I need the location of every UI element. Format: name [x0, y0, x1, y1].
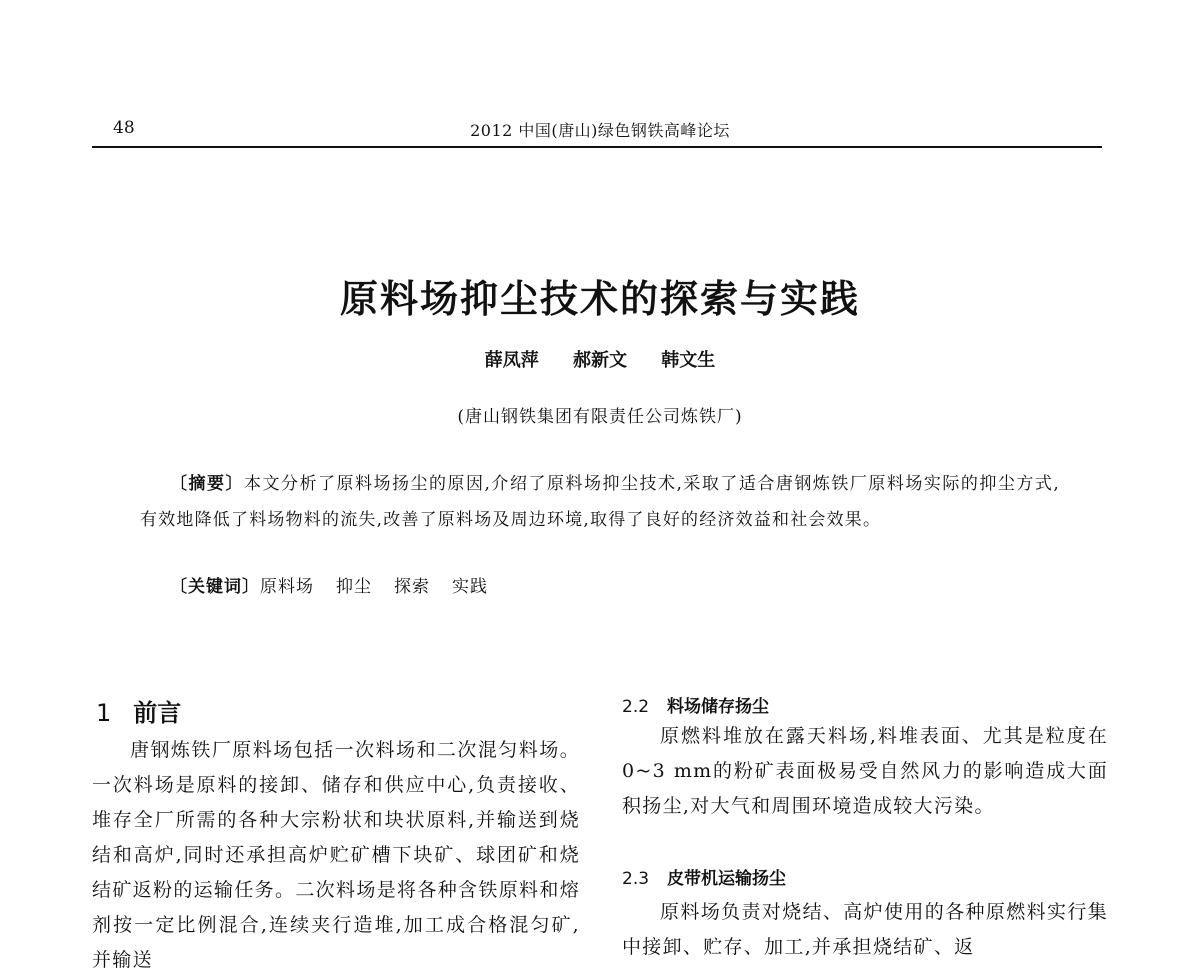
keyword: 抑尘 [336, 577, 372, 597]
keywords [170, 572, 510, 597]
keyword: 原料场 [260, 577, 314, 597]
author-name: 郝新文 [573, 350, 627, 371]
affiliation: (唐山钢铁集团有限责任公司炼铁厂) [457, 407, 743, 427]
running-header: 2012 中国(唐山)绿色钢铁高峰论坛 [470, 121, 730, 140]
author-name: 薛凤萍 [484, 350, 539, 371]
section-2-2-heading [622, 692, 769, 717]
keyword: 实践 [452, 577, 488, 597]
section-2-3-heading [622, 864, 786, 889]
paragraph: 原燃料堆放在露天料场,料堆表面、尤其是粒度在0~3 mm的粉矿表面极易受自然风力的影响造成大面积扬尘,对大气和周围环境造成较大污染。 [622, 725, 1108, 817]
abstract [140, 466, 1060, 538]
section-1-heading [96, 693, 181, 728]
paper-title: 原料场抑尘技术的探索与实践 [339, 277, 860, 321]
paragraph: 唐钢炼铁厂原料场包括一次料场和二次混匀料场。一次料场是原料的接卸、储存和供应中心,负责接收、堆存全厂所需的各种大宗粉状和块状原料,并输送到烧结和高炉,同时还承担高炉贮矿槽下块矿、球团矿和烧结矿返粉的运输任务。二次料场是将各种含铁原料和熔剂按一定比例混合,连续夹行造堆,加工成合格混匀矿,并输送 [92, 739, 580, 971]
page-number: 48 [113, 118, 135, 138]
section-2-3-body [622, 895, 1108, 965]
section-1-body [92, 733, 580, 978]
abstract-text: 本文分析了原料场扬尘的原因,介绍了原料场抑尘技术,采取了适合唐钢炼铁厂原料场实际的抑尘方式,有效地降低了料场物料的流失,改善了原料场及周边环境,取得了良好的经济效益和社会效果。 [140, 474, 1060, 530]
section-2-2-body [622, 719, 1108, 824]
header-divider [92, 146, 1102, 148]
paragraph: 原料场负责对烧结、高炉使用的各种原燃料实行集中接卸、贮存、加工,并承担烧结矿、返 [622, 901, 1108, 958]
section-number: 1 [96, 699, 112, 727]
keyword: 探索 [394, 577, 430, 597]
section-title: 皮带机运输扬尘 [667, 869, 787, 889]
abstract-label: 〔摘要〕 [170, 474, 245, 494]
section-title: 前言 [133, 699, 182, 727]
section-title: 料场储存扬尘 [667, 697, 770, 717]
section-number: 2.3 [622, 869, 650, 889]
section-number: 2.2 [622, 697, 650, 717]
author-name: 韩文生 [661, 350, 716, 371]
author-list [0, 346, 1200, 372]
keywords-label: 〔关键词〕 [170, 577, 260, 597]
